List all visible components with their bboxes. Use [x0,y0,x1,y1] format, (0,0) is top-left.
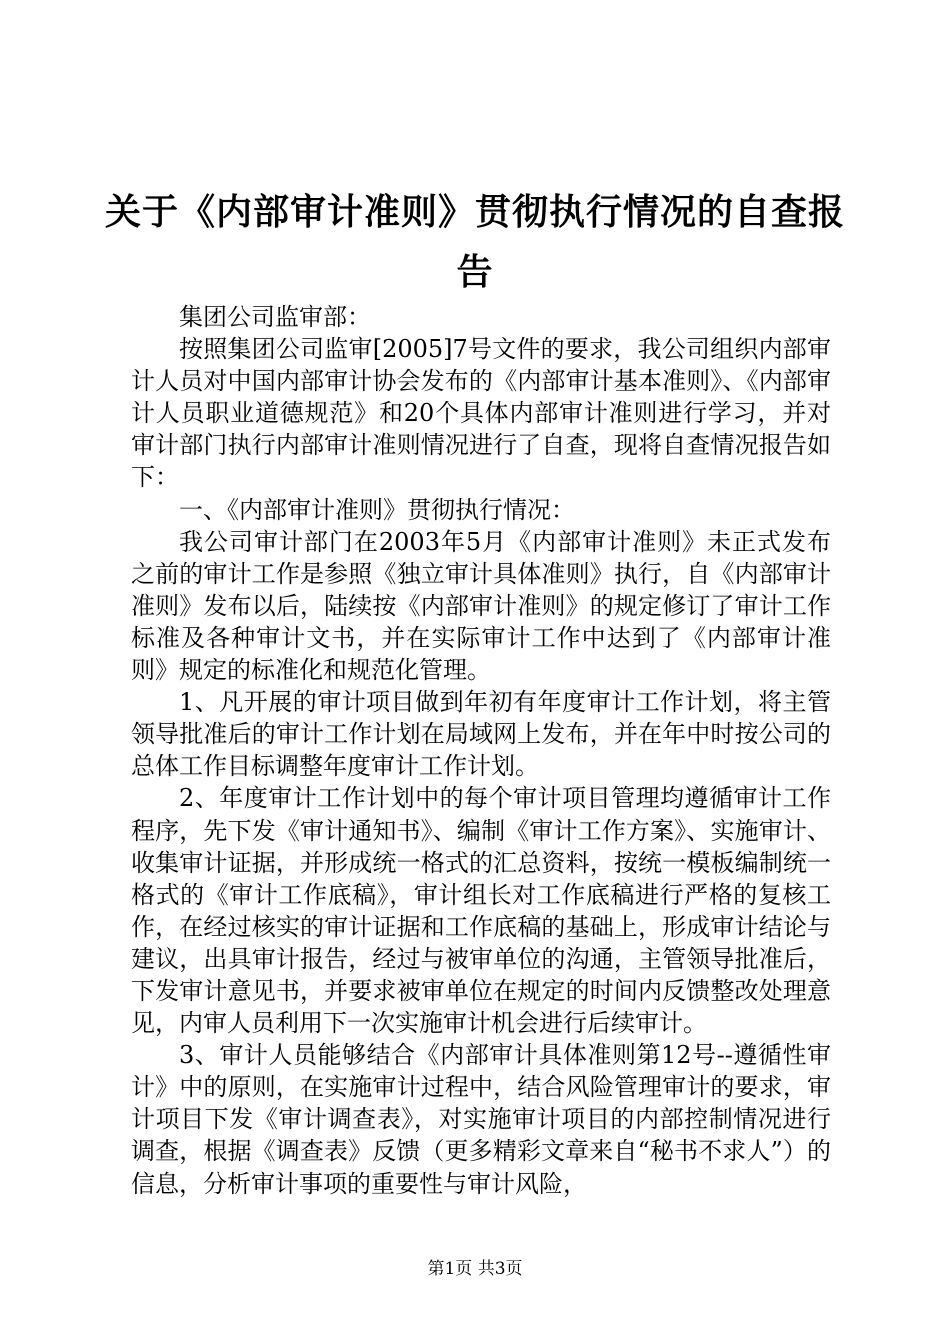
section-heading: 一、《内部审计准则》贯彻执行情况： [179,495,575,524]
list-item: 2、年度审计工作计划中的每个审计项目管理均遵循审计工作程序，先下发《审计通知书》、编制《审计工作方案》、实施审计、收集审计证据，并形成统一格式的汇总资料，按统一模板编制统一格式的《审计工作底稿》，审计组长对工作底稿进行严格的复核工作，在经过核实的审计证据和工作底稿的基础上，形成审计结论与建议，出具审计报告，经过与被审单位的沟通，主管领导批准后，下发审计意见书，并要求被审单位在规定的时间内反馈整改处理意见，内审人员利用下一次实施审计机会进行后续审计。 [131,784,831,1038]
list-item: 3、审计人员能够结合《内部审计具体准则第12号--遵循性审计》中的原则，在实施审计过程中，结合风险管理审计的要求，审计项目下发《审计调查表》，对实施审计项目的内部控制情况进行调查，根据《调查表》反馈（更多精彩文章来自“秘书不求人”）的信息，分析审计事项的重要性与审计风险， [131,1041,831,1198]
document-body [131,301,831,1200]
paragraph: 按照集团公司监审[2005]7号文件的要求，我公司组织内部审计人员对中国内部审计协会发布的《内部审计基本准则》、《内部审计人员职业道德规范》和20个具体内部审计准则进行学习，并对审计部门执行内部审计准则情况进行了自查，现将自查情况报告如下： [131,335,831,492]
document-title: 关于《内部审计准则》贯彻执行情况的自查报告 [104,191,845,293]
page-number: 第1页 共3页 [427,1259,523,1279]
paragraph: 我公司审计部门在2003年5月《内部审计准则》未正式发布之前的审计工作是参照《独立审计具体准则》执行，自《内部审计准则》发布以后，陆续按《内部审计准则》的规定修订了审计工作标准及各种审计文书，并在实际审计工作中达到了《内部审计准则》规定的标准化和规范化管理。 [131,527,831,685]
list-item: 1、凡开展的审计项目做到年初有年度审计工作计划，将主管领导批准后的审计工作计划在局域网上发布，并在年中时按公司的总体工作目标调整年度审计工作计划。 [131,688,831,781]
salutation: 集团公司监审部： [179,303,371,331]
